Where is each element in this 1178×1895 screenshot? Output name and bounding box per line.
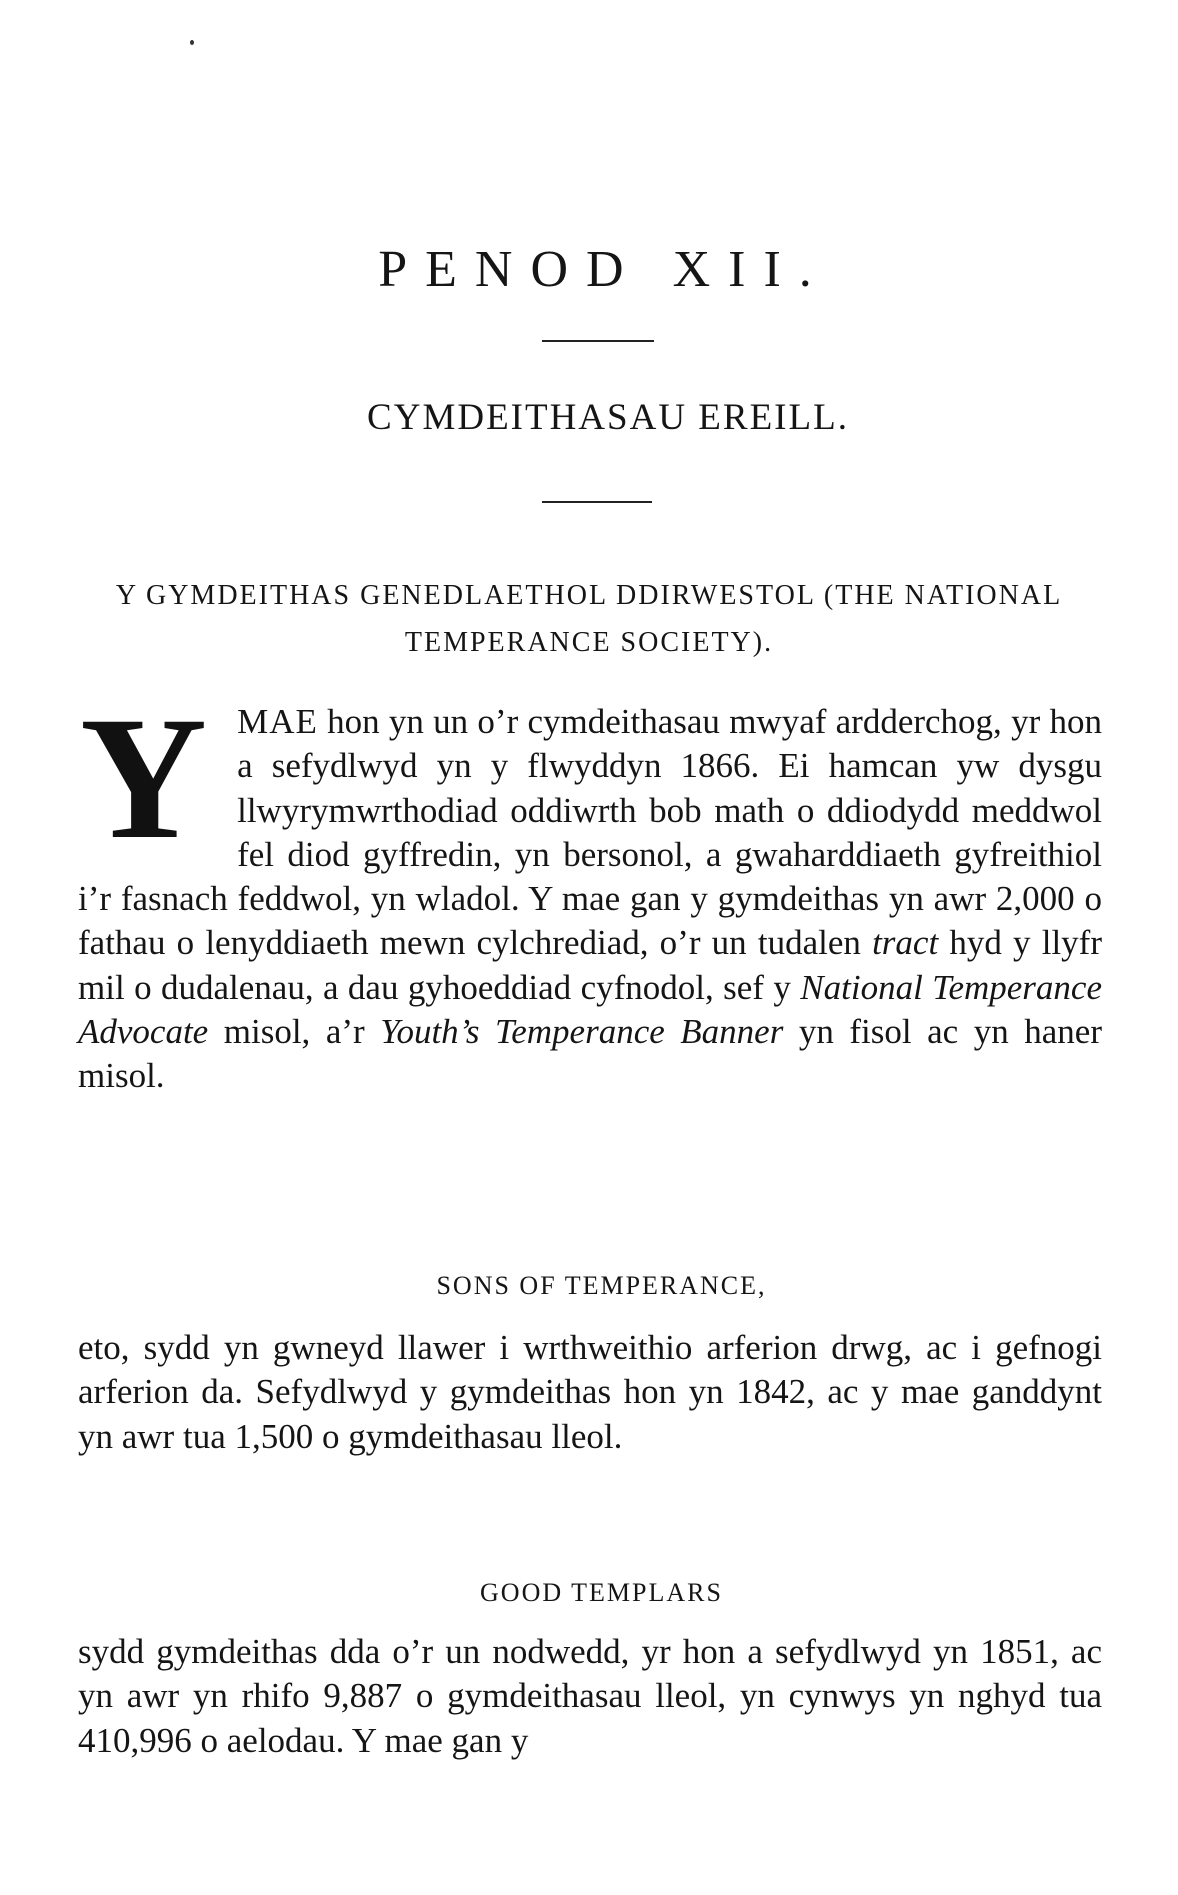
paragraph-good-templars: sydd gymdeithas dda o’r un nodwedd, yr hon a sefydlwyd yn 1851, ac yn awr yn rhifo 9,887 o gymdeithasau lleol, yn cynwys yn nghyd tua 410,996 o aelodau. Y mae gan y — [78, 1632, 1102, 1760]
section-heading-sons-of-temperance: SONS OF TEMPERANCE, — [436, 1271, 767, 1300]
opening-word: MAE — [237, 702, 318, 741]
periodical-title: Youth’s Temperance Banner — [380, 1012, 784, 1052]
drop-cap: Y — [80, 681, 208, 876]
text-run: misol, a’r — [208, 1012, 381, 1052]
text-run: hyd y llyfr mil o dudalenau, a dau gyhoeddiad cyfnodol, sef y — [78, 923, 1102, 1007]
paragraph-sons-of-temperance: eto, sydd yn gwneyd llawer i wrthweithio arferion drwg, ac i gefnogi arferion da. Sefydlwyd y gymdeithas hon yn 1842, ac y mae ganddynt yn awr tua 1,500 o gymdeithasau lleol. — [78, 1328, 1102, 1456]
text-run: hon yn un o’r cymdeithasau mwyaf ardderchog, yr hon a sefydlwyd yn y flwyddyn 1866. Ei hamcan yw dysgu llwyrymwrthodiad oddiwrth bob math o ddiodydd meddwol fel diod gyffredin, yn bersonol, a gwaharddiaeth gyfreithiol i’r fasnach feddwol, yn wladol. Y mae gan y gymdeithas yn awr 2,000 o fathau o lenyddiaeth mewn cylchrediad, o’r un tudalen — [78, 702, 1102, 963]
periodical-title: National Temperance Advocate — [78, 967, 1102, 1052]
divider-rule — [542, 501, 652, 503]
divider-rule — [542, 340, 654, 342]
chapter-title: PENOD XII. — [378, 241, 830, 298]
section-heading-good-templars: GOOD TEMPLARS — [480, 1578, 723, 1607]
text-run: yn fisol ac yn haner misol. — [78, 1012, 1102, 1096]
italic-term: tract — [872, 923, 939, 963]
chapter-subtitle: CYMDEITHASAU EREILL. — [367, 397, 849, 438]
paragraph-national-temperance-society — [78, 681, 1102, 1099]
ink-speck — [190, 40, 194, 45]
section-heading-national-temperance-society: Y GYMDEITHAS GENEDLAETHOL DDIRWESTOL (THE NATIONAL TEMPERANCE SOCIETY). — [115, 580, 1063, 658]
